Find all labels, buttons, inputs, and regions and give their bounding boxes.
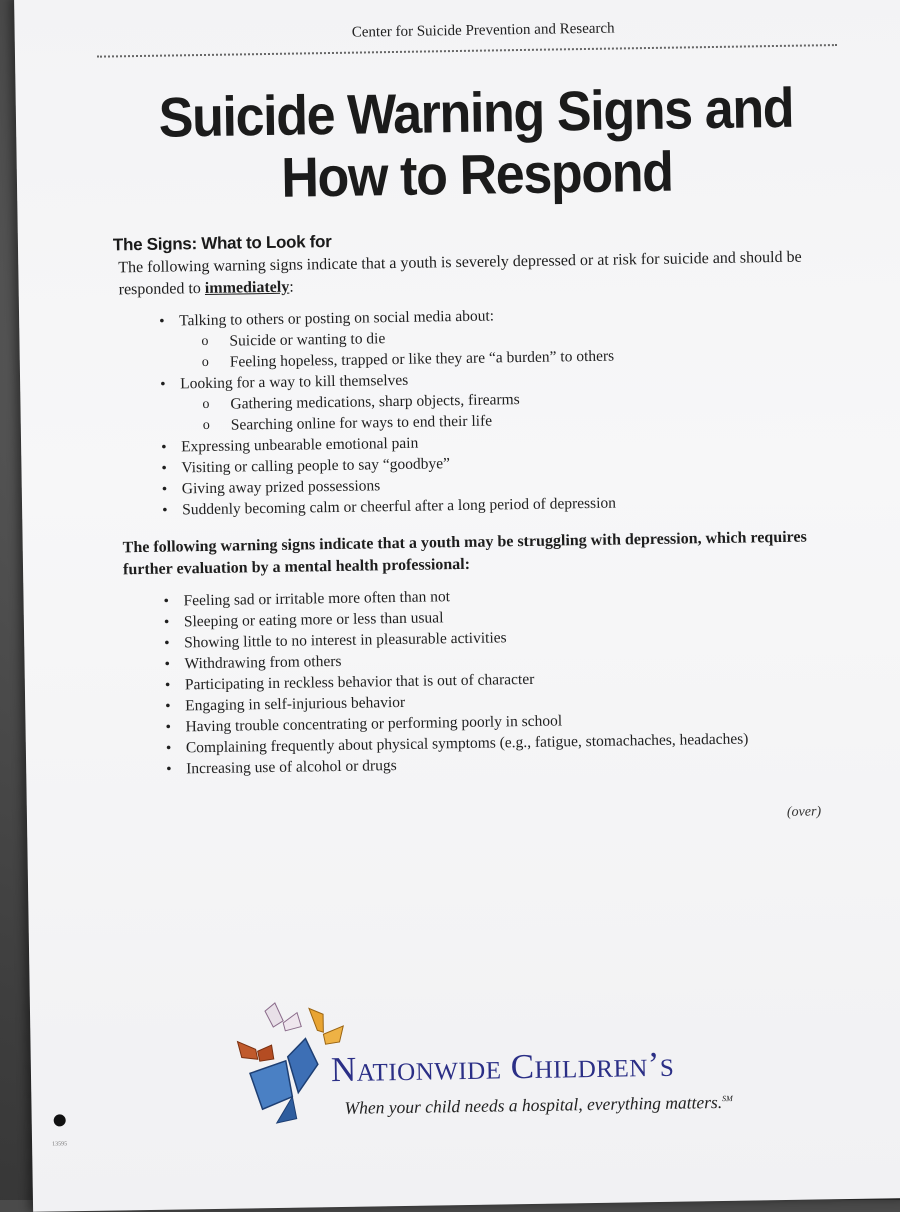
list-item: • Looking for a way to kill themselves xyxy=(160,367,615,395)
title-line-2: How to Respond xyxy=(280,139,674,209)
title-line-1: Suicide Warning Signs and xyxy=(158,75,794,149)
service-mark: SM xyxy=(722,1093,733,1104)
emphasis-immediately: immediately xyxy=(204,278,290,297)
over-note: (over) xyxy=(786,804,822,820)
section1-intro xyxy=(118,246,839,301)
org-name: Center for Suicide Prevention and Research xyxy=(351,20,615,41)
list-item: • Expressing unbearable emotional pain xyxy=(161,430,616,458)
list-item: • Complaining frequently about physical symptoms (e.g., fatigue, stomachaches, headaches) xyxy=(166,729,749,759)
hole-punch-mark xyxy=(54,1114,66,1126)
sub-list-item: o Searching online for ways to end their life xyxy=(161,409,616,437)
list-item: • Withdrawing from others xyxy=(164,645,747,675)
list-item: • Feeling sad or irritable more often than not xyxy=(163,582,746,612)
list-item: • Sleeping or eating more or less than usual xyxy=(164,603,747,633)
sub-list-item: o Feeling hopeless, trapped or like they are “a burden” to others xyxy=(160,346,615,374)
org-header xyxy=(110,17,845,46)
section1-intro-text: The following warning signs indicate that a youth is severely depressed or at risk for suicide and should be responded to xyxy=(118,248,802,299)
white-butterfly-icon xyxy=(265,1003,301,1032)
list-item: • Talking to others or posting on social media about: xyxy=(159,304,614,332)
section-heading: The Signs: What to Look for xyxy=(112,232,332,255)
depression-signs-list xyxy=(163,582,748,780)
list-item: • Giving away prized possessions xyxy=(162,472,617,500)
tagline-text: When your child needs a hospital, everything matters. xyxy=(344,1091,723,1118)
section1-intro-end: : xyxy=(289,278,294,296)
sub-list-item: o Gathering medications, sharp objects, firearms xyxy=(160,388,615,416)
brand-tagline xyxy=(344,1092,733,1119)
list-item: • Visiting or calling people to say “goodbye” xyxy=(161,451,616,479)
urgent-signs-list xyxy=(159,304,617,521)
list-item: • Suddenly becoming calm or cheerful after a long period of depression xyxy=(162,493,617,521)
document-page xyxy=(14,0,900,1212)
list-item: • Participating in reckless behavior that is out of character xyxy=(165,666,748,696)
brand-name: Nationwide Children’s xyxy=(330,1044,675,1090)
hospital-logo xyxy=(235,993,757,1131)
rust-butterfly-icon xyxy=(237,1041,273,1062)
sub-list-item: o Suicide or wanting to die xyxy=(159,325,614,353)
list-item: • Increasing use of alcohol or drugs xyxy=(166,750,749,780)
page-title xyxy=(103,76,849,212)
header-divider xyxy=(97,44,837,58)
form-code: 13595 xyxy=(52,1141,68,1148)
orange-butterfly-icon xyxy=(309,1008,344,1045)
section2-intro: The following warning signs indicate that a youth may be struggling with depression, which requires further evaluation by a mental health professional: xyxy=(122,528,807,579)
list-item: • Engaging in self-injurious behavior xyxy=(165,687,748,717)
list-item: • Showing little to no interest in pleasurable activities xyxy=(164,624,747,654)
list-item: • Having trouble concentrating or performing poorly in school xyxy=(165,708,748,738)
